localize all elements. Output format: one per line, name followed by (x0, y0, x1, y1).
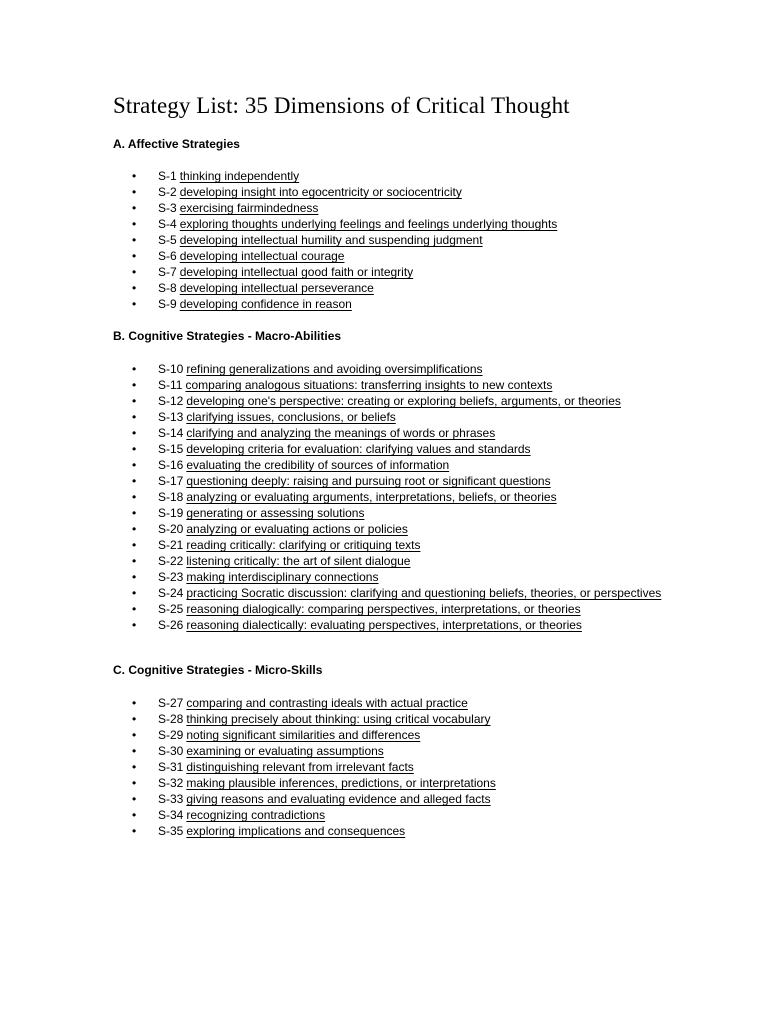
bullet-icon: • (132, 442, 137, 456)
strategy-code: S-35 (158, 824, 184, 838)
list-item (113, 695, 673, 711)
strategy-code: S-16 (158, 458, 184, 472)
strategy-code: S-6 (158, 249, 177, 263)
strategy-link[interactable]: clarifying and analyzing the meanings of words or phrases (186, 426, 496, 440)
strategy-code: S-25 (158, 602, 184, 616)
bullet-icon: • (132, 522, 137, 536)
strategy-code: S-17 (158, 474, 184, 488)
strategy-code: S-19 (158, 506, 184, 520)
strategy-link[interactable]: reasoning dialectically: evaluating perspectives, interpretations, or theories (186, 618, 582, 632)
strategy-link[interactable]: developing intellectual perseverance (179, 281, 374, 295)
bullet-icon: • (132, 169, 137, 183)
strategy-code: S-30 (158, 744, 184, 758)
strategy-code: S-24 (158, 586, 184, 600)
strategy-link[interactable]: exploring thoughts underlying feelings and feelings underlying thoughts (179, 217, 558, 231)
list-item (113, 248, 673, 264)
list-item (113, 775, 673, 791)
strategy-link[interactable]: developing intellectual courage (179, 249, 345, 263)
strategy-link[interactable]: giving reasons and evaluating evidence and alleged facts (186, 792, 491, 806)
list-item (113, 521, 673, 537)
bullet-icon: • (132, 233, 137, 247)
bullet-icon: • (132, 474, 137, 488)
bullet-icon: • (132, 201, 137, 215)
list-item (113, 553, 673, 569)
bullet-icon: • (132, 297, 137, 311)
list-item (113, 743, 673, 759)
strategy-code: S-10 (158, 362, 184, 376)
list-item (113, 296, 673, 312)
list-item (113, 168, 673, 184)
bullet-icon: • (132, 506, 137, 520)
strategy-link[interactable]: developing intellectual good faith or integrity (179, 265, 414, 279)
strategy-link[interactable]: analyzing or evaluating actions or policies (186, 522, 408, 536)
list-item (113, 727, 673, 743)
bullet-icon: • (132, 281, 137, 295)
strategy-code: S-5 (158, 233, 177, 247)
strategy-code: S-18 (158, 490, 184, 504)
strategy-link[interactable]: reasoning dialogically: comparing perspectives, interpretations, or theories (186, 602, 581, 616)
strategy-link[interactable]: refining generalizations and avoiding oversimplifications (186, 362, 483, 376)
strategy-code: S-15 (158, 442, 184, 456)
strategy-code: S-8 (158, 281, 177, 295)
strategy-link[interactable]: questioning deeply: raising and pursuing root or significant questions (186, 474, 551, 488)
section-heading: A. Affective Strategies (113, 137, 240, 151)
bullet-icon: • (132, 696, 137, 710)
strategy-code: S-29 (158, 728, 184, 742)
bullet-icon: • (132, 490, 137, 504)
strategy-link[interactable]: comparing and contrasting ideals with actual practice (186, 696, 468, 710)
bullet-icon: • (132, 728, 137, 742)
bullet-icon: • (132, 618, 137, 632)
list-item (113, 457, 673, 473)
strategy-code: S-20 (158, 522, 184, 536)
strategy-code: S-7 (158, 265, 177, 279)
list-item (113, 537, 673, 553)
section-heading: C. Cognitive Strategies - Micro-Skills (113, 663, 323, 677)
list-item (113, 711, 673, 727)
list-item (113, 617, 673, 633)
bullet-icon: • (132, 776, 137, 790)
bullet-icon: • (132, 712, 137, 726)
list-item (113, 361, 673, 377)
list-item (113, 232, 673, 248)
strategy-code: S-1 (158, 169, 177, 183)
strategy-link[interactable]: generating or assessing solutions (186, 506, 365, 520)
strategy-link[interactable]: developing confidence in reason (179, 297, 352, 311)
list-item (113, 184, 673, 200)
bullet-icon: • (132, 602, 137, 616)
bullet-icon: • (132, 808, 137, 822)
strategy-code: S-21 (158, 538, 184, 552)
strategy-code: S-9 (158, 297, 177, 311)
strategy-link[interactable]: practicing Socratic discussion: clarifying and questioning beliefs, theories, or perspectives (186, 586, 662, 600)
strategy-code: S-22 (158, 554, 184, 568)
strategy-code: S-12 (158, 394, 184, 408)
list-item (113, 505, 673, 521)
strategy-link[interactable]: distinguishing relevant from irrelevant facts (186, 760, 414, 774)
strategy-link[interactable]: thinking independently (179, 169, 300, 183)
strategy-link[interactable]: noting significant similarities and differences (186, 728, 421, 742)
list-item (113, 489, 673, 505)
strategy-link[interactable]: developing criteria for evaluation: clarifying values and standards (186, 442, 531, 456)
list-item (113, 759, 673, 775)
list-item (113, 585, 673, 601)
strategy-code: S-14 (158, 426, 184, 440)
strategy-link[interactable]: examining or evaluating assumptions (186, 744, 384, 758)
list-item (113, 807, 673, 823)
bullet-icon: • (132, 458, 137, 472)
bullet-icon: • (132, 824, 137, 838)
strategy-list (113, 695, 673, 839)
bullet-icon: • (132, 570, 137, 584)
list-item (113, 601, 673, 617)
strategy-code: S-33 (158, 792, 184, 806)
strategy-code: S-32 (158, 776, 184, 790)
strategy-link[interactable]: making plausible inferences, predictions, or interpretations (186, 776, 496, 790)
strategy-link[interactable]: recognizing contradictions (186, 808, 326, 822)
strategy-list (113, 361, 673, 633)
strategy-code: S-3 (158, 201, 177, 215)
bullet-icon: • (132, 554, 137, 568)
section-macro-abilities (113, 328, 673, 632)
list-item (113, 280, 673, 296)
strategy-list (113, 168, 673, 312)
bullet-icon: • (132, 744, 137, 758)
strategy-code: S-31 (158, 760, 184, 774)
strategy-link[interactable]: developing insight into egocentricity or sociocentricity (179, 185, 462, 199)
strategy-code: S-2 (158, 185, 177, 199)
page-title: Strategy List: 35 Dimensions of Critical Thought (113, 93, 570, 118)
strategy-code: S-27 (158, 696, 184, 710)
bullet-icon: • (132, 217, 137, 231)
list-item (113, 791, 673, 807)
bullet-icon: • (132, 586, 137, 600)
strategy-code: S-26 (158, 618, 184, 632)
strategy-link[interactable]: exploring implications and consequences (186, 824, 406, 838)
bullet-icon: • (132, 426, 137, 440)
section-affective-strategies (113, 136, 673, 311)
strategy-code: S-4 (158, 217, 177, 231)
bullet-icon: • (132, 265, 137, 279)
strategy-code: S-34 (158, 808, 184, 822)
list-item (113, 377, 673, 393)
list-item (113, 569, 673, 585)
strategy-link[interactable]: making interdisciplinary connections (186, 570, 379, 584)
strategy-code: S-11 (158, 378, 183, 392)
strategy-link[interactable]: comparing analogous situations: transferring insights to new contexts (185, 378, 553, 392)
strategy-code: S-28 (158, 712, 184, 726)
list-item (113, 823, 673, 839)
bullet-icon: • (132, 538, 137, 552)
bullet-icon: • (132, 760, 137, 774)
list-item (113, 409, 673, 425)
strategy-link[interactable]: listening critically: the art of silent dialogue (186, 554, 411, 568)
strategy-link[interactable]: evaluating the credibility of sources of information (186, 458, 450, 472)
strategy-code: S-13 (158, 410, 184, 424)
bullet-icon: • (132, 410, 137, 424)
bullet-icon: • (132, 185, 137, 199)
bullet-icon: • (132, 362, 137, 376)
strategy-code: S-23 (158, 570, 184, 584)
strategy-link[interactable]: developing one's perspective: creating or exploring beliefs, arguments, or theories (186, 394, 621, 408)
list-item (113, 473, 673, 489)
strategy-link[interactable]: analyzing or evaluating arguments, interpretations, beliefs, or theories (186, 490, 557, 504)
strategy-link[interactable]: exercising fairmindedness (179, 201, 319, 215)
list-item (113, 425, 673, 441)
list-item (113, 441, 673, 457)
strategy-link[interactable]: developing intellectual humility and suspending judgment (179, 233, 483, 247)
list-item (113, 393, 673, 409)
list-item (113, 264, 673, 280)
bullet-icon: • (132, 378, 137, 392)
section-heading: B. Cognitive Strategies - Macro-Abilities (113, 329, 342, 343)
strategy-link[interactable]: reading critically: clarifying or critiquing texts (186, 538, 421, 552)
list-item (113, 216, 673, 232)
bullet-icon: • (132, 394, 137, 408)
bullet-icon: • (132, 792, 137, 806)
strategy-link[interactable]: clarifying issues, conclusions, or beliefs (186, 410, 396, 424)
section-micro-skills (113, 662, 673, 838)
strategy-link[interactable]: thinking precisely about thinking: using critical vocabulary (186, 712, 491, 726)
list-item (113, 200, 673, 216)
bullet-icon: • (132, 249, 137, 263)
